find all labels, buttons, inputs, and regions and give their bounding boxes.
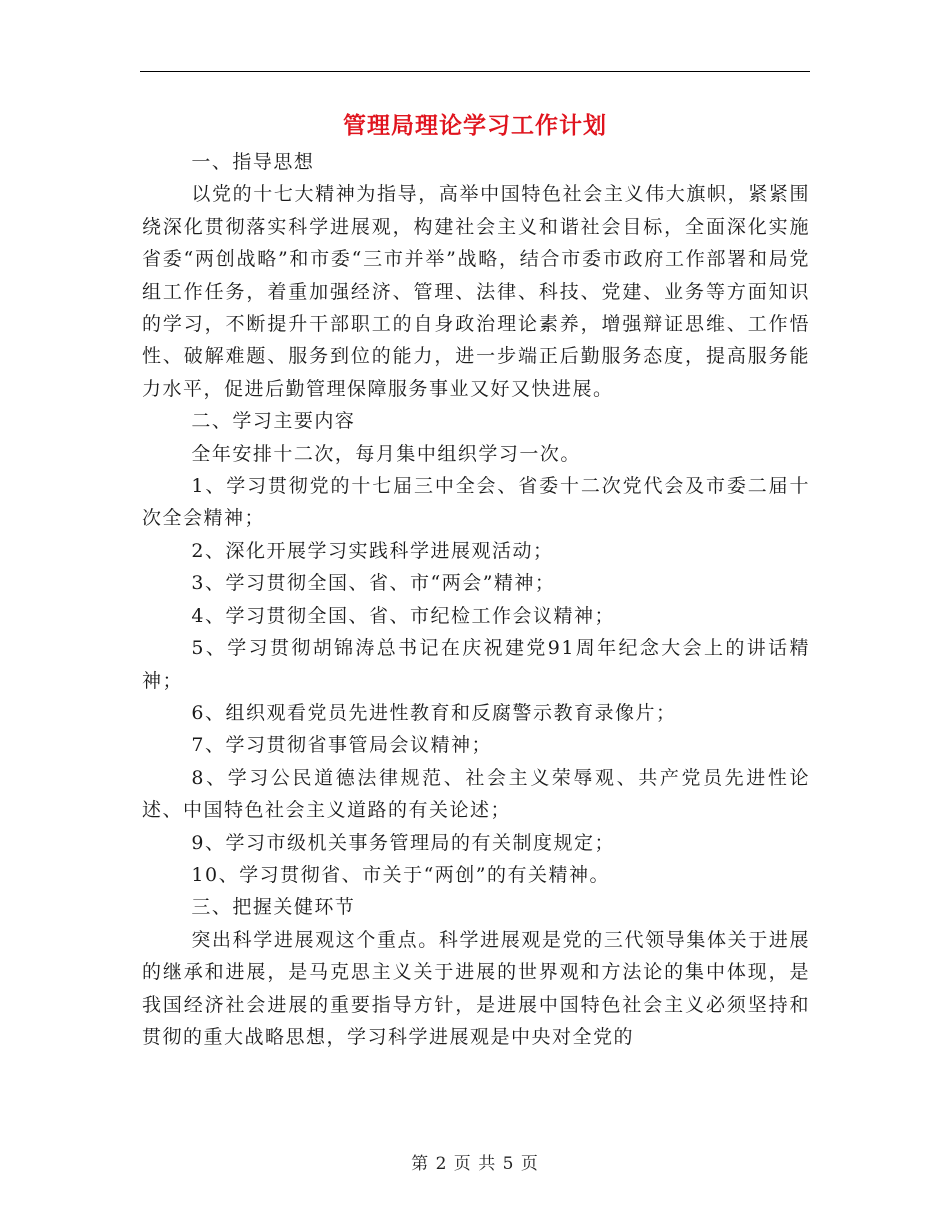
list-item: 4、学习贯彻全国、省、市纪检工作会议精神；	[191, 604, 615, 627]
list-item: 6、组织观看党员先进性教育和反腐警示教育录像片；	[191, 701, 677, 724]
section-heading-guiding-ideology: 一、指导思想	[191, 151, 315, 173]
paragraph: 以党的十七大精神为指导，高举中国特色社会主义伟大旗帜，紧紧围绕深化贯彻落实科学进展观，构建社会主义和谐社会目标，全面深化实施省委“两创战略”和市委“三市并举”战略，结合市委市政府工作部署和局党组工作任务，着重加强经济、管理、法律、科技、党建、业务等方面知识的学习，不断提升干部职工的自身政治理论素养，增强辩证思维、工作悟性、破解难题、服务到位的能力，进一步端正后勤服务态度，提高服务能力水平，促进后勤管理保障服务事业又好又快进展。	[142, 183, 810, 400]
page-indicator: 第 2 页 共 5 页	[411, 1154, 539, 1174]
header-rule	[140, 71, 810, 72]
document-title: 管理局理论学习工作计划	[343, 112, 607, 139]
paragraph: 突出科学进展观这个重点。科学进展观是党的三代领导集体关于进展的继承和进展，是马克思主义关于进展的世界观和方法论的集中体现，是我国经济社会进展的重要指导方针，是进展中国特色社会主义必须坚持和贯彻的重大战略思想，学习科学进展观是中央对全党的	[142, 928, 810, 1048]
list-item: 10、学习贯彻省、市关于“两创”的有关精神。	[191, 863, 610, 886]
list-item: 2、深化开展学习实践科学进展观活动；	[191, 539, 554, 562]
paragraph: 全年安排十二次，每月集中组织学习一次。	[191, 442, 581, 465]
list-item: 5、学习贯彻胡锦涛总书记在庆祝建党91周年纪念大会上的讲话精神；	[142, 637, 810, 692]
section-heading-key-links: 三、把握关健环节	[191, 896, 356, 919]
list-item: 8、学习公民道德法律规范、社会主义荣辱观、共产党员先进性论述、中国特色社会主义道路的有关论述；	[142, 766, 810, 822]
list-item: 1、学习贯彻党的十七届三中全会、省委十二次党代会及市委二届十次全会精神；	[142, 475, 810, 530]
section-heading-main-content: 二、学习主要内容	[191, 410, 356, 433]
list-item: 7、学习贯彻省事管局会议精神；	[191, 734, 492, 757]
document-body	[142, 146, 810, 1053]
list-item: 3、学习贯彻全国、省、市“两会”精神；	[191, 572, 556, 595]
list-item: 9、学习市级机关事务管理局的有关制度规定；	[191, 831, 615, 854]
